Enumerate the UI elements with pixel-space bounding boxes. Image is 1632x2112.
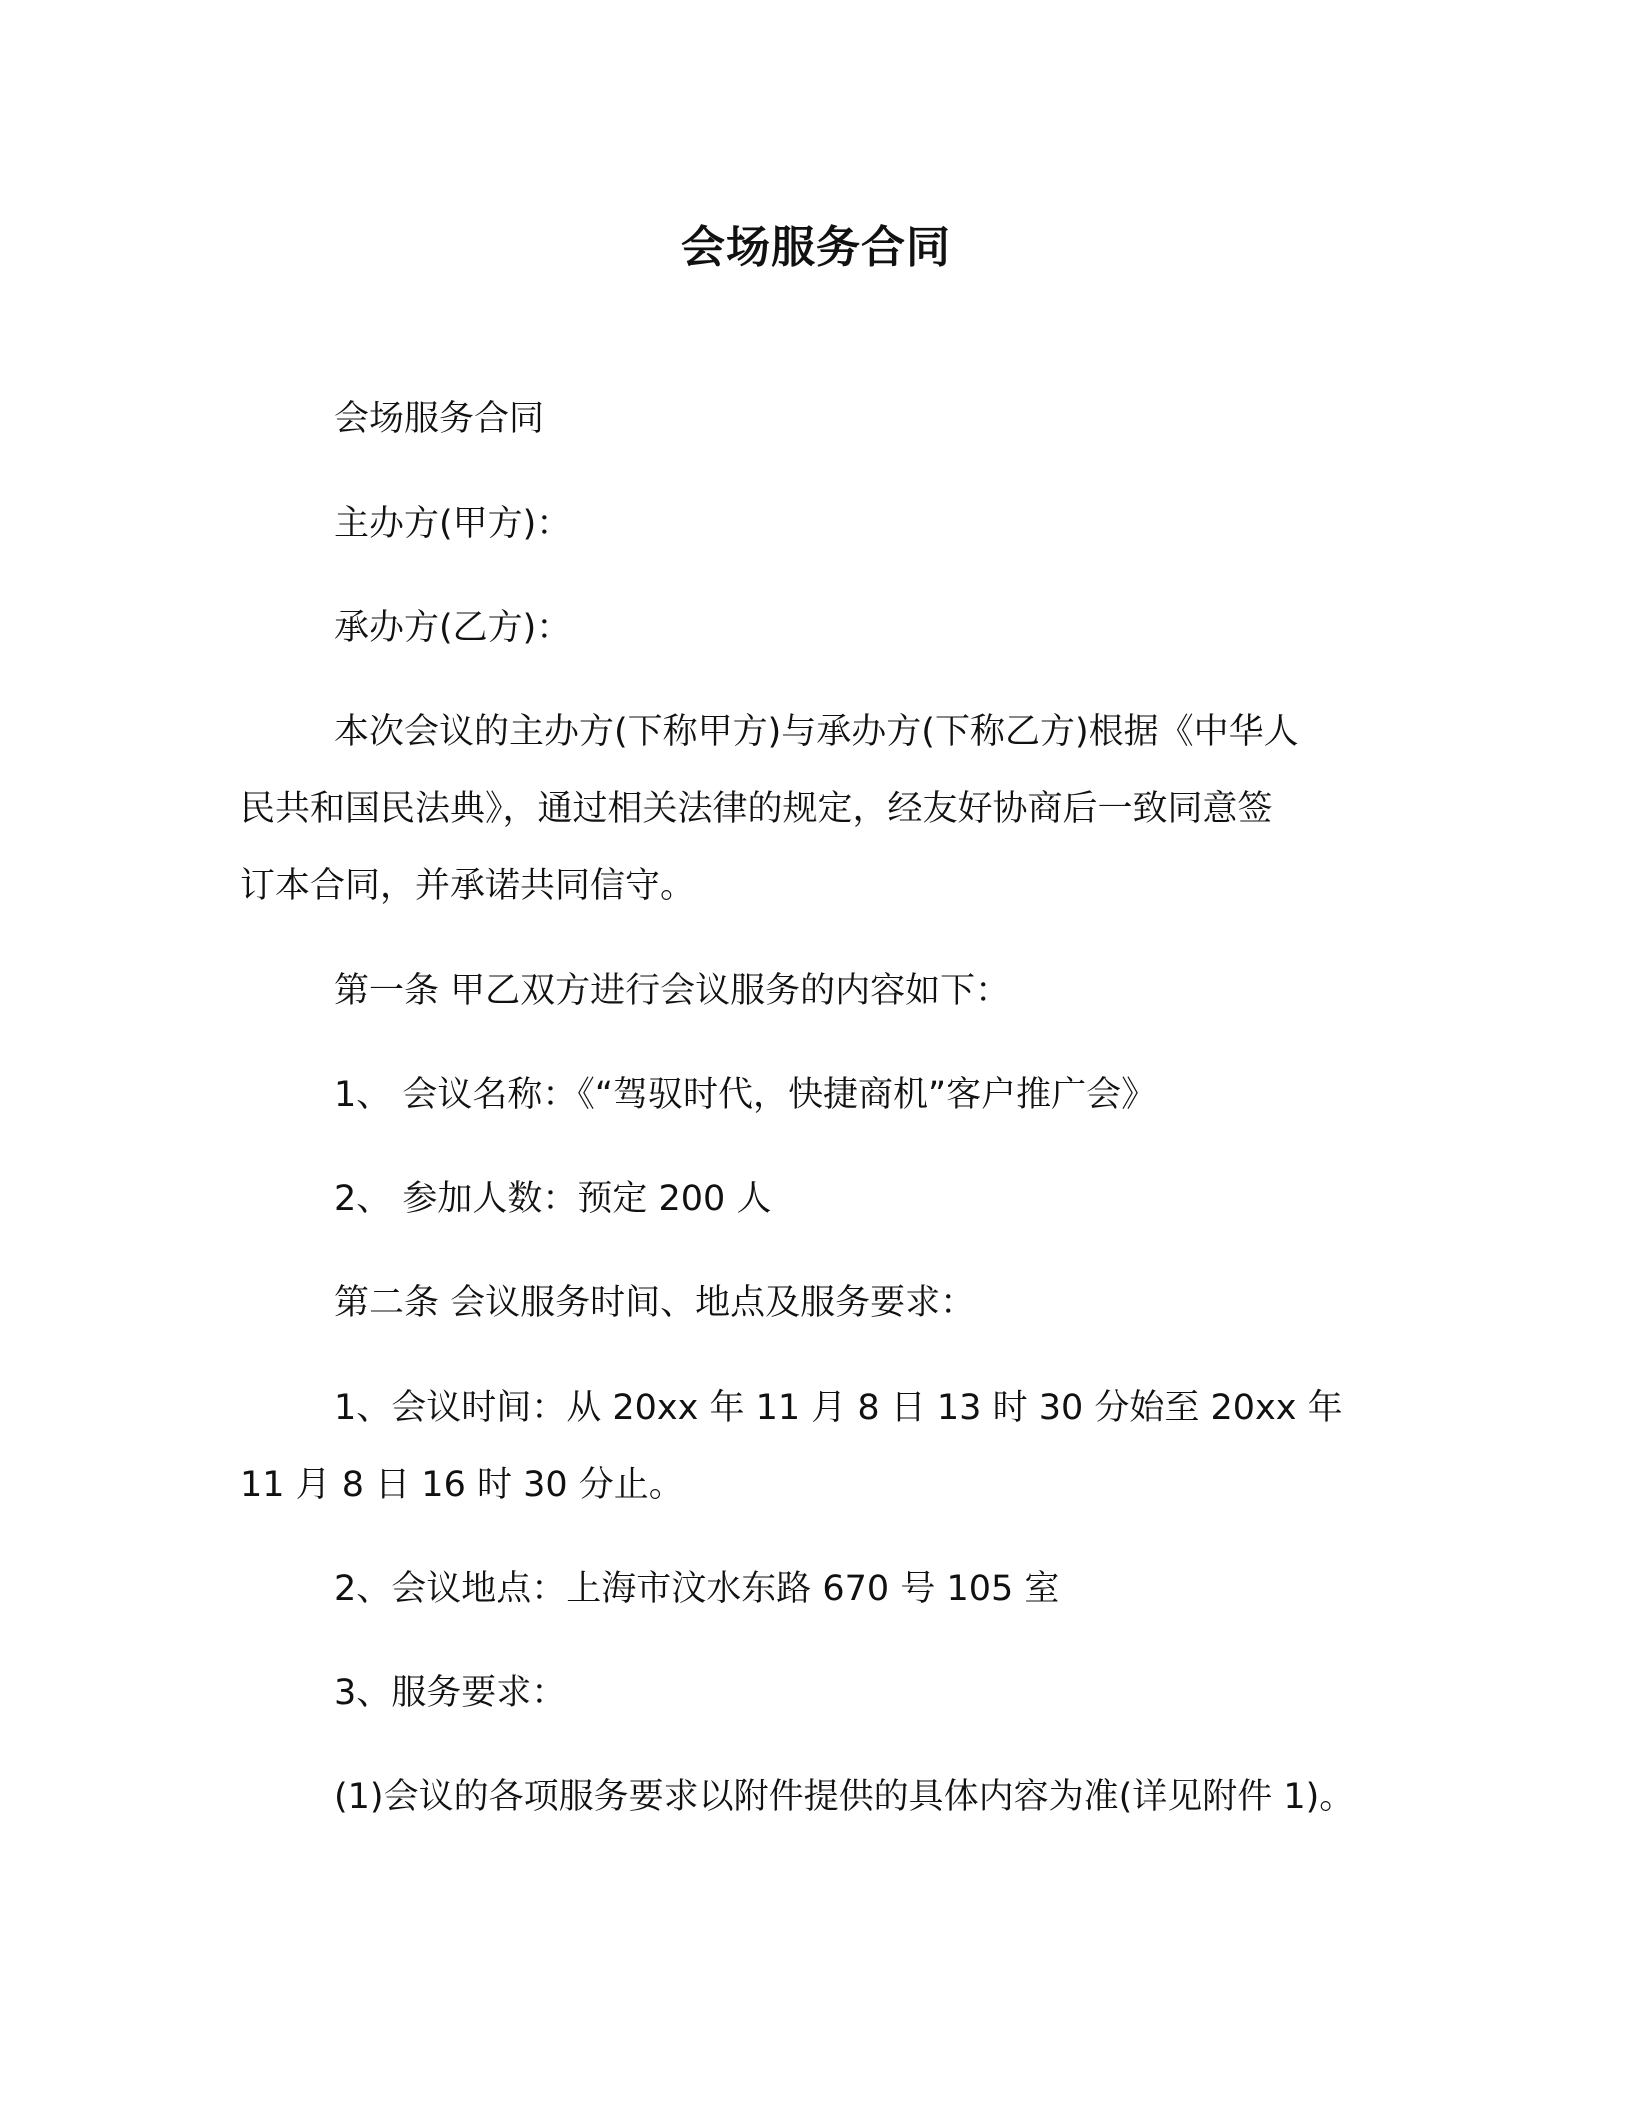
document-title: 会场服务合同	[681, 222, 951, 273]
article-1-heading: 第一条 甲乙双方进行会议服务的内容如下：	[334, 971, 1011, 1011]
article-1-item-1: 1、 会议名称：《“驾驭时代，快捷商机”客户推广会》	[334, 1075, 1157, 1115]
subtitle-paragraph: 会场服务合同	[334, 399, 545, 439]
article-2-item-3-sub-1: (1)会议的各项服务要求以附件提供的具体内容为准(详见附件 1)。	[334, 1777, 1355, 1817]
article-2-item-3: 3、服务要求：	[334, 1673, 567, 1713]
intro-paragraph-line-2: 民共和国民法典》，通过相关法律的规定，经友好协商后一致同意签	[240, 789, 1273, 829]
intro-paragraph-line-1: 本次会议的主办方(下称甲方)与承办方(下称乙方)根据《中华人	[334, 712, 1299, 752]
intro-paragraph-line-3: 订本合同，并承诺共同信守。	[240, 866, 696, 906]
article-2-heading: 第二条 会议服务时间、地点及服务要求：	[334, 1283, 976, 1323]
article-2-item-1-line-1: 1、会议时间：从 20xx 年 11 月 8 日 13 时 30 分始至 20xx 年	[334, 1388, 1343, 1428]
party-a-paragraph: 主办方(甲方)：	[334, 504, 572, 544]
article-2-item-2: 2、会议地点：上海市汶水东路 670 号 105 室	[334, 1569, 1060, 1609]
party-b-paragraph: 承办方(乙方)：	[334, 608, 572, 648]
article-1-item-2: 2、 参加人数：预定 200 人	[334, 1179, 772, 1219]
article-2-item-1-line-2: 11 月 8 日 16 时 30 分止。	[240, 1465, 684, 1505]
